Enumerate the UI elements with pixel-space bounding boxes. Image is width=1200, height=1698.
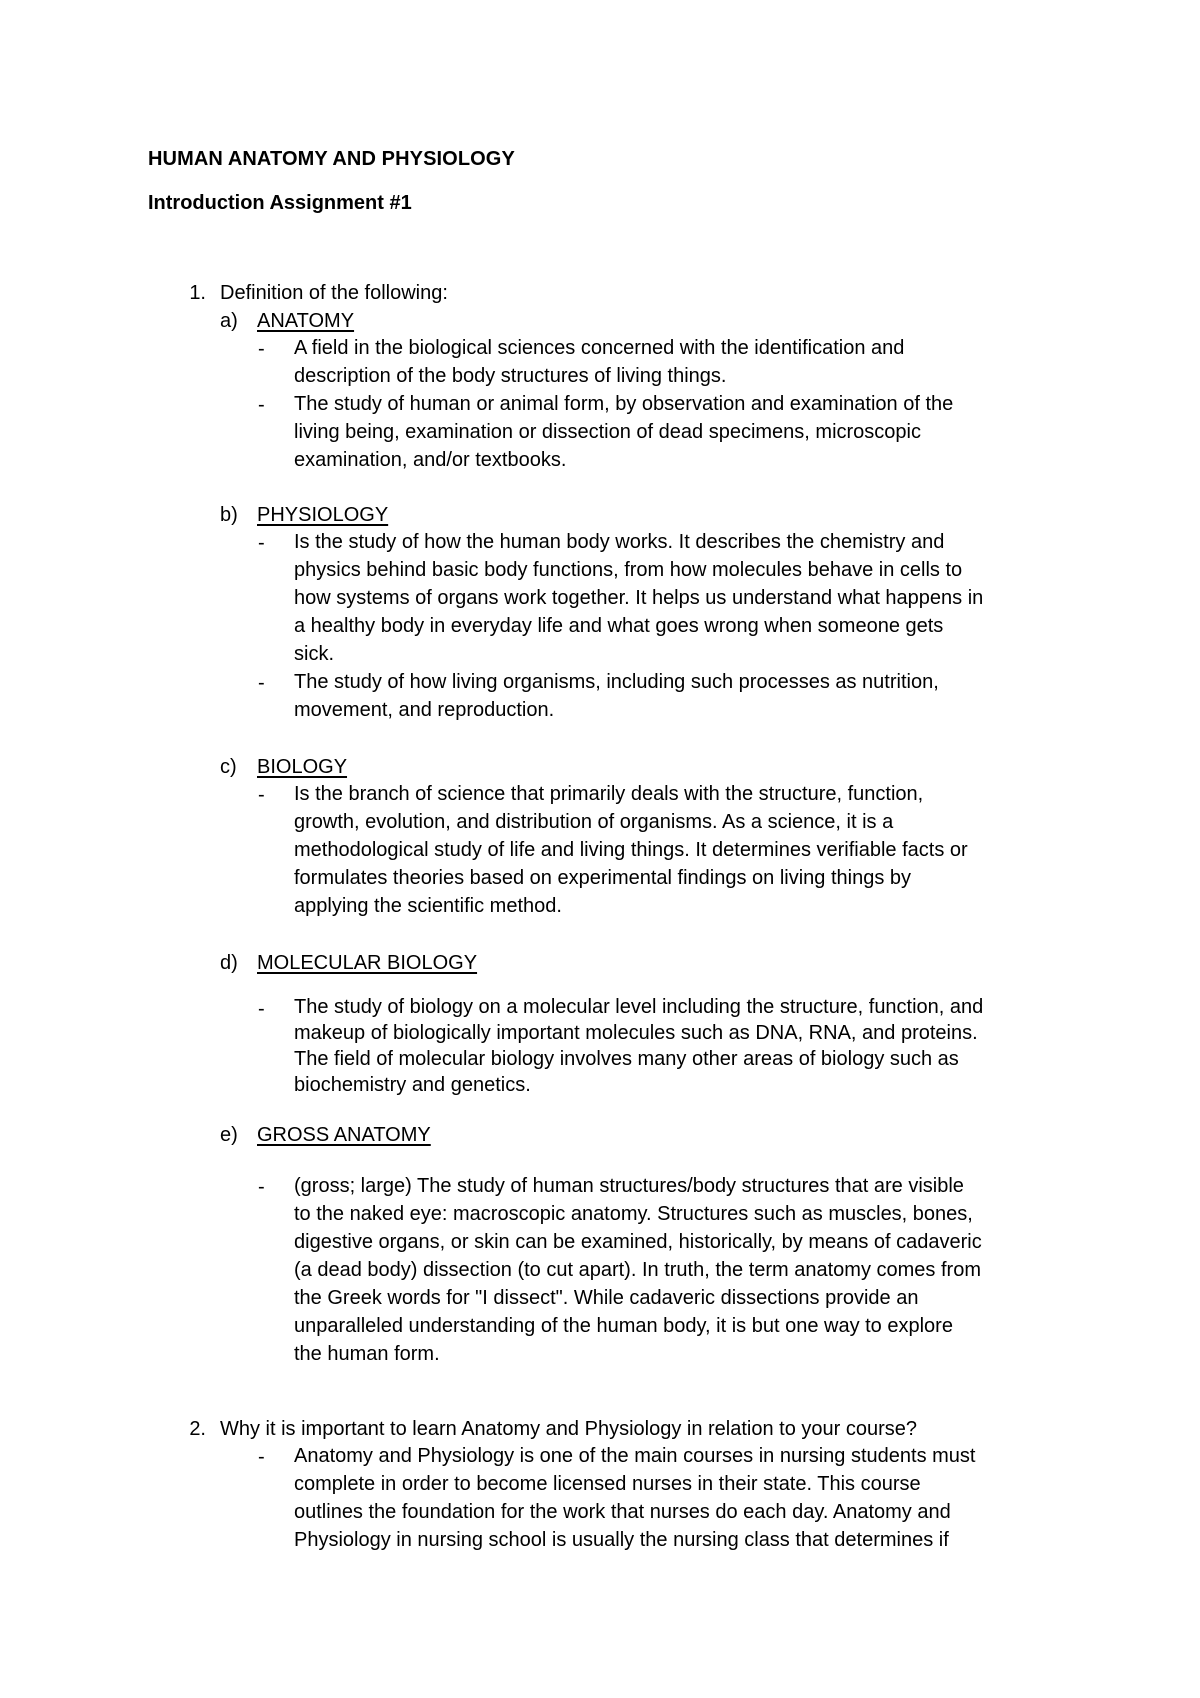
bullet-dash: - bbox=[258, 1446, 265, 1468]
item-d-term: MOLECULAR BIOLOGY bbox=[257, 952, 478, 974]
question-2-text: Why it is important to learn Anatomy and Physiology in relation to your course? bbox=[220, 1418, 918, 1440]
item-a-letter: a) bbox=[220, 310, 238, 332]
item-e-term: GROSS ANATOMY bbox=[257, 1124, 431, 1146]
item-a-bullet-2: The study of human or animal form, by observation and examination of the living being, examination or dissection of dead specimens, microscopic examination, and/or textbooks. bbox=[294, 393, 954, 471]
item-c-letter: c) bbox=[220, 756, 237, 778]
item-d-bullet-1: The study of biology on a molecular level including the structure, function, and makeup of biologically important molecules such as DNA, RNA, and proteins. The field of molecular biology involves many other areas of biology such as biochemistry and genetics. bbox=[294, 996, 984, 1096]
item-a-bullet-1: A field in the biological sciences concerned with the identification and description of the body structures of living things. bbox=[294, 337, 905, 387]
document-title: HUMAN ANATOMY AND PHYSIOLOGY bbox=[148, 148, 515, 170]
item-b-letter: b) bbox=[220, 504, 238, 526]
bullet-dash: - bbox=[258, 338, 265, 360]
bullet-dash: - bbox=[258, 998, 265, 1020]
item-a-term: ANATOMY bbox=[257, 310, 355, 332]
document-subtitle: Introduction Assignment #1 bbox=[148, 192, 412, 214]
item-e-letter: e) bbox=[220, 1124, 238, 1146]
question-2-number: 2. bbox=[189, 1418, 206, 1440]
bullet-dash: - bbox=[258, 784, 265, 806]
item-d-letter: d) bbox=[220, 952, 238, 974]
question-2-bullet-1: Anatomy and Physiology is one of the main courses in nursing students must complete in order to become licensed nurses in their state. This course outlines the foundation for the work that nurses do each day. Anatomy and Physiology in nursing school is usually the nursing class that determines if bbox=[294, 1445, 976, 1551]
question-1-number: 1. bbox=[189, 282, 206, 304]
item-e-bullet-1: (gross; large) The study of human structures/body structures that are visible to the naked eye: macroscopic anatomy. Structures such as muscles, bones, digestive organs, or skin can be examined, historically, by means of cadaveric (a dead body) dissection (to cut apart). In truth, the term anatomy comes from the Greek words for "I dissect". While cadaveric dissections provide an unparalleled understanding of the human body, it is but one way to explore the human form. bbox=[294, 1175, 982, 1365]
item-b-term: PHYSIOLOGY bbox=[257, 504, 389, 526]
item-b-bullet-1: Is the study of how the human body works. It describes the chemistry and physics behind basic body functions, from how molecules behave in cells to how systems of organs work together. It helps us understand what happens in a healthy body in everyday life and what goes wrong when someone gets sick. bbox=[294, 531, 984, 665]
item-c-bullet-1: Is the branch of science that primarily deals with the structure, function, growth, evolution, and distribution of organisms. As a science, it is a methodological study of life and living things. It determines verifiable facts or formulates theories based on experimental findings on living things by applying the scientific method. bbox=[294, 783, 968, 917]
question-1-text: Definition of the following: bbox=[220, 282, 448, 304]
bullet-dash: - bbox=[258, 532, 265, 554]
bullet-dash: - bbox=[258, 394, 265, 416]
item-c-term: BIOLOGY bbox=[257, 756, 348, 778]
bullet-dash: - bbox=[258, 1176, 265, 1198]
item-b-bullet-2: The study of how living organisms, including such processes as nutrition, movement, and reproduction. bbox=[294, 671, 939, 721]
bullet-dash: - bbox=[258, 672, 265, 694]
